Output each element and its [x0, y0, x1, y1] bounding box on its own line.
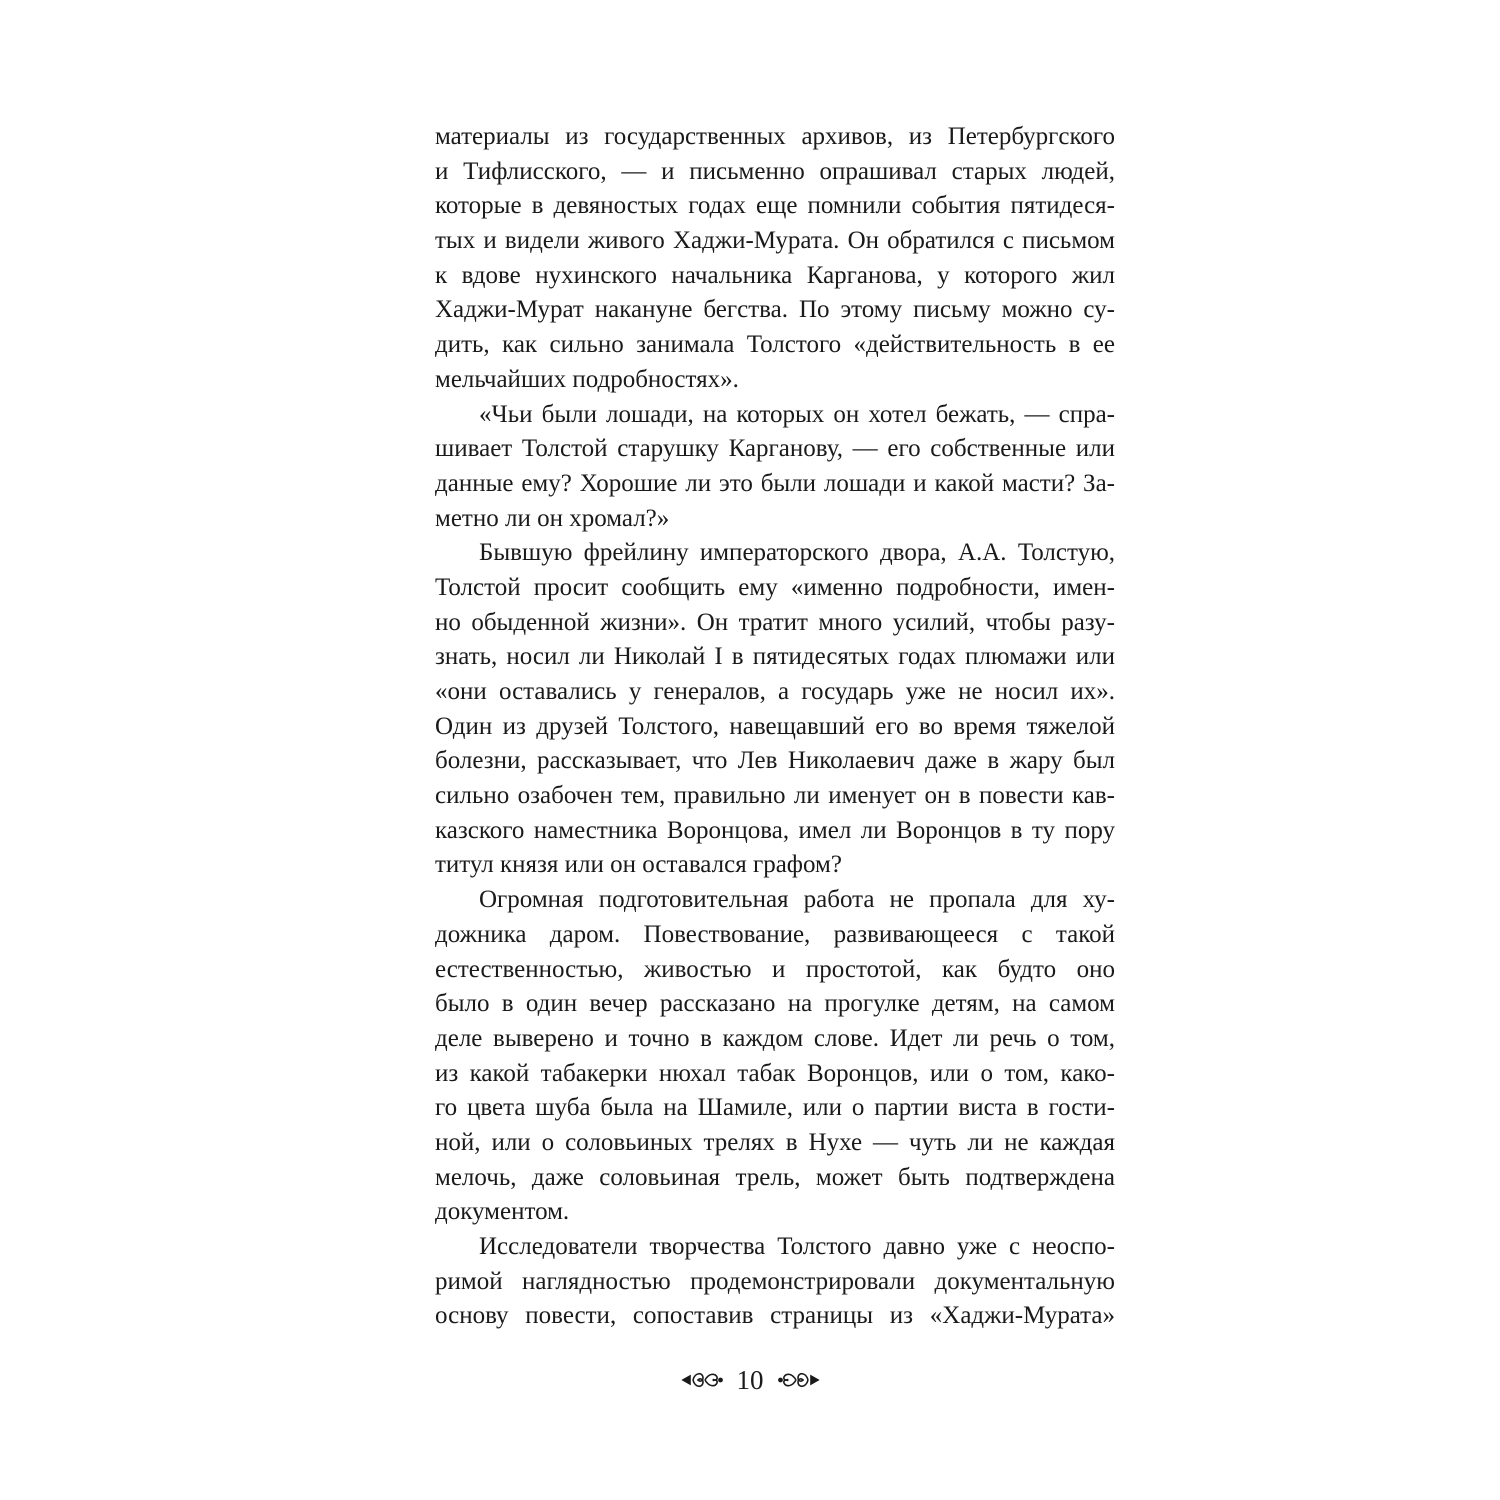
text-line: сильно озабочен тем, правильно ли именует он в повести кав-	[435, 782, 1115, 810]
text-line: шивает Толстой старушку Карганову, — его собственные или	[435, 435, 1115, 463]
page-number: 10	[736, 1365, 764, 1395]
text-line: мелочь, даже соловьиная трель, может быть подтверждена	[435, 1163, 1115, 1191]
text-line: материалы из государственных архивов, из Петербургского	[435, 123, 1115, 150]
text-line: естественностью, живостью и простотой, как будто оно	[435, 955, 1115, 983]
text-line: «они оставались у генералов, а государь уже не носил их».	[435, 678, 1115, 705]
text-line: римой наглядностью продемонстрировали документальную	[435, 1267, 1115, 1295]
text-line: и Тифлисского, — и письменно опрашивал старых людей,	[435, 157, 1115, 185]
text-line: дожника даром. Повествование, развивающееся с такой	[435, 920, 1115, 948]
text-line: которые в девяностых годах еще помнили события пятидеся-	[435, 192, 1115, 220]
page-body	[435, 120, 1115, 1334]
text-line: Толстой просит сообщить ему «именно подробности, имен-	[435, 573, 1115, 601]
text-line: деле выверено и точно в каждом слове. Идет ли речь о том,	[435, 1024, 1115, 1052]
text-line: дить, как сильно занимала Толстого «действительность в ее	[435, 331, 1115, 359]
text-line: основу повести, сопоставив страницы из «Хаджи-Мурата»	[435, 1302, 1115, 1330]
text-line: но обыденной жизни». Он тратит много усилий, чтобы разу-	[435, 608, 1115, 636]
text-line: ной, или о соловьиных трелях в Нухе — чуть ли не каждая	[435, 1128, 1115, 1156]
text-line: к вдове нухинского начальника Карганова, у которого жил	[435, 261, 1115, 289]
text-line: метно ли он хромал?»	[435, 504, 670, 532]
fleuron-left-icon	[681, 1367, 723, 1393]
page-footer	[0, 1360, 1500, 1400]
text-line: казского наместника Воронцова, имел ли Воронцов в ту пору	[435, 816, 1115, 844]
text-line: было в один вечер рассказано на прогулке детям, на самом	[435, 990, 1115, 1018]
text-line: болезни, рассказывает, что Лев Николаевич даже в жару был	[435, 747, 1115, 775]
text-line: Огромная подготовительная работа не пропала для ху-	[479, 886, 1115, 914]
text-line: го цвета шуба была на Шамиле, или о партии виста в гости-	[435, 1094, 1115, 1122]
text-line: Бывшую фрейлину императорского двора, А.А. Толстую,	[479, 539, 1115, 567]
text-line: тых и видели живого Хаджи-Мурата. Он обратился с письмом	[435, 227, 1115, 255]
text-line: мельчайших подробностях».	[435, 365, 739, 393]
text-line: данные ему? Хорошие ли это были лошади и какой масти? За-	[435, 469, 1115, 497]
text-line: из какой табакерки нюхал табак Воронцов, или о том, како-	[435, 1059, 1115, 1087]
text-line: Исследователи творчества Толстого давно уже с неоспо-	[479, 1233, 1115, 1260]
fleuron-right-icon	[778, 1367, 820, 1393]
text-line: документом.	[435, 1198, 570, 1226]
text-line: Хаджи-Мурат накануне бегства. По этому письму можно су-	[435, 296, 1115, 324]
text-line: знать, носил ли Николай I в пятидесятых годах плюмажи или	[435, 643, 1115, 671]
text-line: «Чьи были лошади, на которых он хотел бежать, — спра-	[479, 400, 1115, 428]
text-line: Один из друзей Толстого, навещавший его во время тяжелой	[435, 712, 1115, 740]
text-line: титул князя или он оставался графом?	[435, 851, 842, 879]
